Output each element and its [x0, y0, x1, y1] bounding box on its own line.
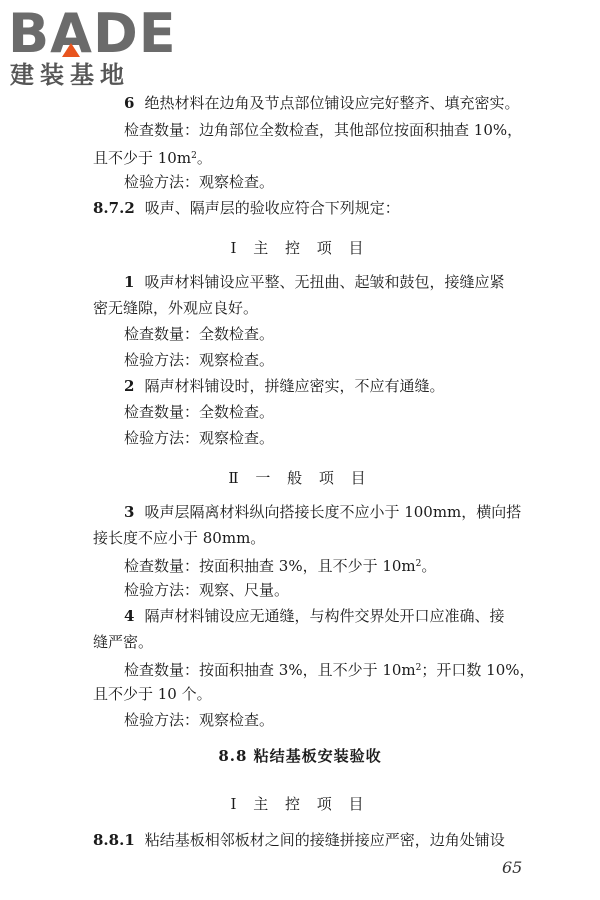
text-line: 2 隔声材料铺设时，拼缝应密实，不应有通缝。 — [124, 377, 445, 395]
clause-heading: 8.7.2 吸声、隔声层的验收应符合下列规定： — [93, 199, 400, 217]
text-line: 检验方法：观察检查。 — [124, 429, 275, 447]
section-subheading: Ⅱ 一 般 项 目 — [228, 469, 372, 487]
text-line: 6 绝热材料在边角及节点部位铺设应完好整齐、填充密实。 — [124, 94, 520, 112]
page-number: 65 — [502, 858, 523, 877]
text-line: 检验方法：观察检查。 — [124, 173, 275, 191]
text-line: 1 吸声材料铺设应平整、无扭曲、起皱和鼓包，接缝应紧 — [124, 273, 505, 291]
text-line: 接长度不应小于 80mm。 — [93, 529, 266, 547]
text-line: 检查数量：按面积抽查 3%，且不少于 $10m^2$；开口数 10%， — [124, 661, 535, 679]
text-line: 且不少于 10 个。 — [93, 685, 212, 703]
text-line: 检验方法：观察检查。 — [124, 351, 275, 369]
section-heading: 8.8 粘结基板安装验收 — [218, 747, 382, 765]
text-line: 检查数量：按面积抽查 3%，且不少于 $10m^2$。 — [124, 557, 437, 575]
logo-wordmark: BADE — [8, 2, 177, 65]
text-line: 4 隔声材料铺设应无通缝，与构件交界处开口应准确、接 — [124, 607, 505, 625]
logo-letter-a: A — [50, 2, 93, 65]
text-line: 检验方法：观察检查。 — [124, 711, 275, 729]
text-line: 且不少于 $10m^2$。 — [93, 149, 212, 167]
section-subheading: Ⅰ 主 控 项 目 — [230, 795, 370, 813]
text-line: 检验方法：观察、尺量。 — [124, 581, 290, 599]
brand-logo — [6, 4, 176, 88]
section-subheading: Ⅰ 主 控 项 目 — [230, 239, 370, 257]
text-line: 缝严密。 — [93, 633, 154, 651]
text-line: 3 吸声层隔离材料纵向搭接长度不应小于 100mm，横向搭 — [124, 503, 522, 521]
text-line: 检查数量：边角部位全数检查，其他部位按面积抽查 10%， — [124, 121, 523, 139]
logo-subtitle: 建装基地 — [10, 61, 130, 89]
text-line: 检查数量：全数检查。 — [124, 403, 275, 421]
clause-heading: 8.8.1 粘结基板相邻板材之间的接缝拼接应严密，边角处铺设 — [93, 831, 505, 849]
text-line: 检查数量：全数检查。 — [124, 325, 275, 343]
text-line: 密无缝隙，外观应良好。 — [93, 299, 259, 317]
